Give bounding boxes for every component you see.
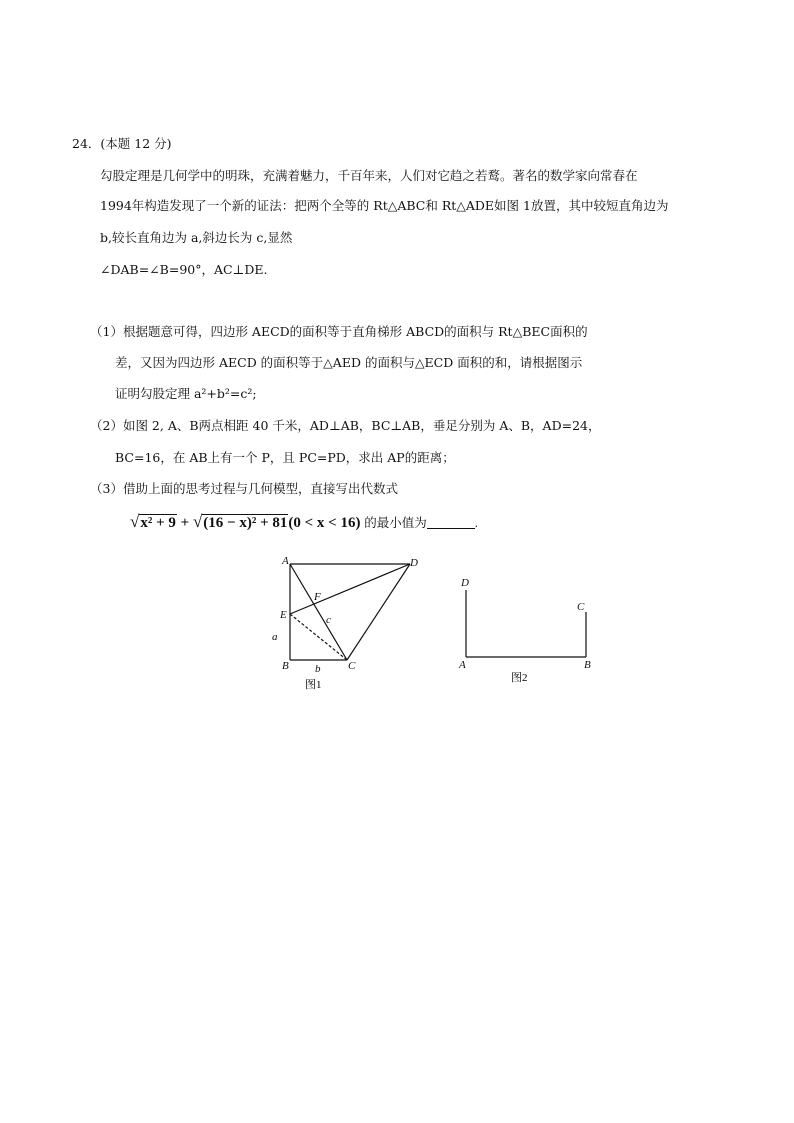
sentence-end: . <box>474 516 478 530</box>
plus-sign: + <box>180 515 193 531</box>
part2-line-1: （2）如图 2, A、B两点相距 40 千米，AD⊥AB，BC⊥AB，垂足分别为 A、B，AD=24， <box>90 418 601 433</box>
radicand-1: x² + 9 <box>140 515 176 531</box>
label-a: a <box>272 631 278 643</box>
segment-CD <box>347 564 410 660</box>
label-E: E <box>280 609 287 621</box>
segment-ED <box>290 564 410 614</box>
radicand-2: (16 − x)² + 81 <box>203 515 288 531</box>
sqrt-sign-1: √ <box>130 512 140 531</box>
label-c: c <box>326 614 331 626</box>
segment-EC-dashed <box>290 614 347 660</box>
intro-line-2: 1994年构造发现了一个新的证法：把两个全等的 Rt△ABC和 Rt△ADE如图 1放置，其中较短直角边为 <box>100 198 669 213</box>
figure-2-caption: 图2 <box>511 672 528 684</box>
label-D: D <box>410 557 418 569</box>
problem-number: 24．(本题 12 分) <box>72 136 172 151</box>
sqrt-sign-2: √ <box>192 512 203 531</box>
label-F: F <box>314 591 321 603</box>
label-C: C <box>348 660 356 672</box>
figure-1 <box>270 552 430 694</box>
label-C: C <box>577 601 585 613</box>
intro-line-1: 勾股定理是几何学中的明珠，充满着魅力，千百年来，人们对它趋之若鹜。著名的数学家向常春在 <box>100 168 638 183</box>
answer-blank <box>427 516 475 529</box>
min-value-label: 的最小值为 <box>364 515 427 530</box>
part1-line-2: 差，又因为四边形 AECD 的面积等于△AED 的面积与△ECD 面积的和，请根据图示 <box>115 355 583 370</box>
label-D: D <box>461 577 469 589</box>
label-A: A <box>459 659 466 671</box>
label-b: b <box>315 663 321 675</box>
part3-line-1: （3）借助上面的思考过程与几何模型，直接写出代数式 <box>90 481 398 496</box>
label-A: A <box>282 555 289 567</box>
figure-1-caption: 图1 <box>305 679 322 691</box>
label-B: B <box>584 659 591 671</box>
figure-2 <box>450 570 600 688</box>
domain-condition: (0 < x < 16) <box>288 515 361 531</box>
label-B: B <box>282 660 289 672</box>
part1-line-3: 证明勾股定理 a²+b²=c²; <box>115 386 257 401</box>
intro-line-4: ∠DAB=∠B=90°，AC⊥DE. <box>100 262 268 277</box>
segment-AC <box>290 564 347 660</box>
algebraic-expression <box>130 512 478 532</box>
intro-line-3: b,较长直角边为 a,斜边长为 c,显然 <box>100 230 293 245</box>
part2-line-2: BC=16，在 AB上有一个 P，且 PC=PD，求出 AP的距离； <box>115 450 455 465</box>
part1-line-1: （1）根据题意可得，四边形 AECD的面积等于直角梯形 ABCD的面积与 Rt△BEC面积的 <box>90 324 588 339</box>
